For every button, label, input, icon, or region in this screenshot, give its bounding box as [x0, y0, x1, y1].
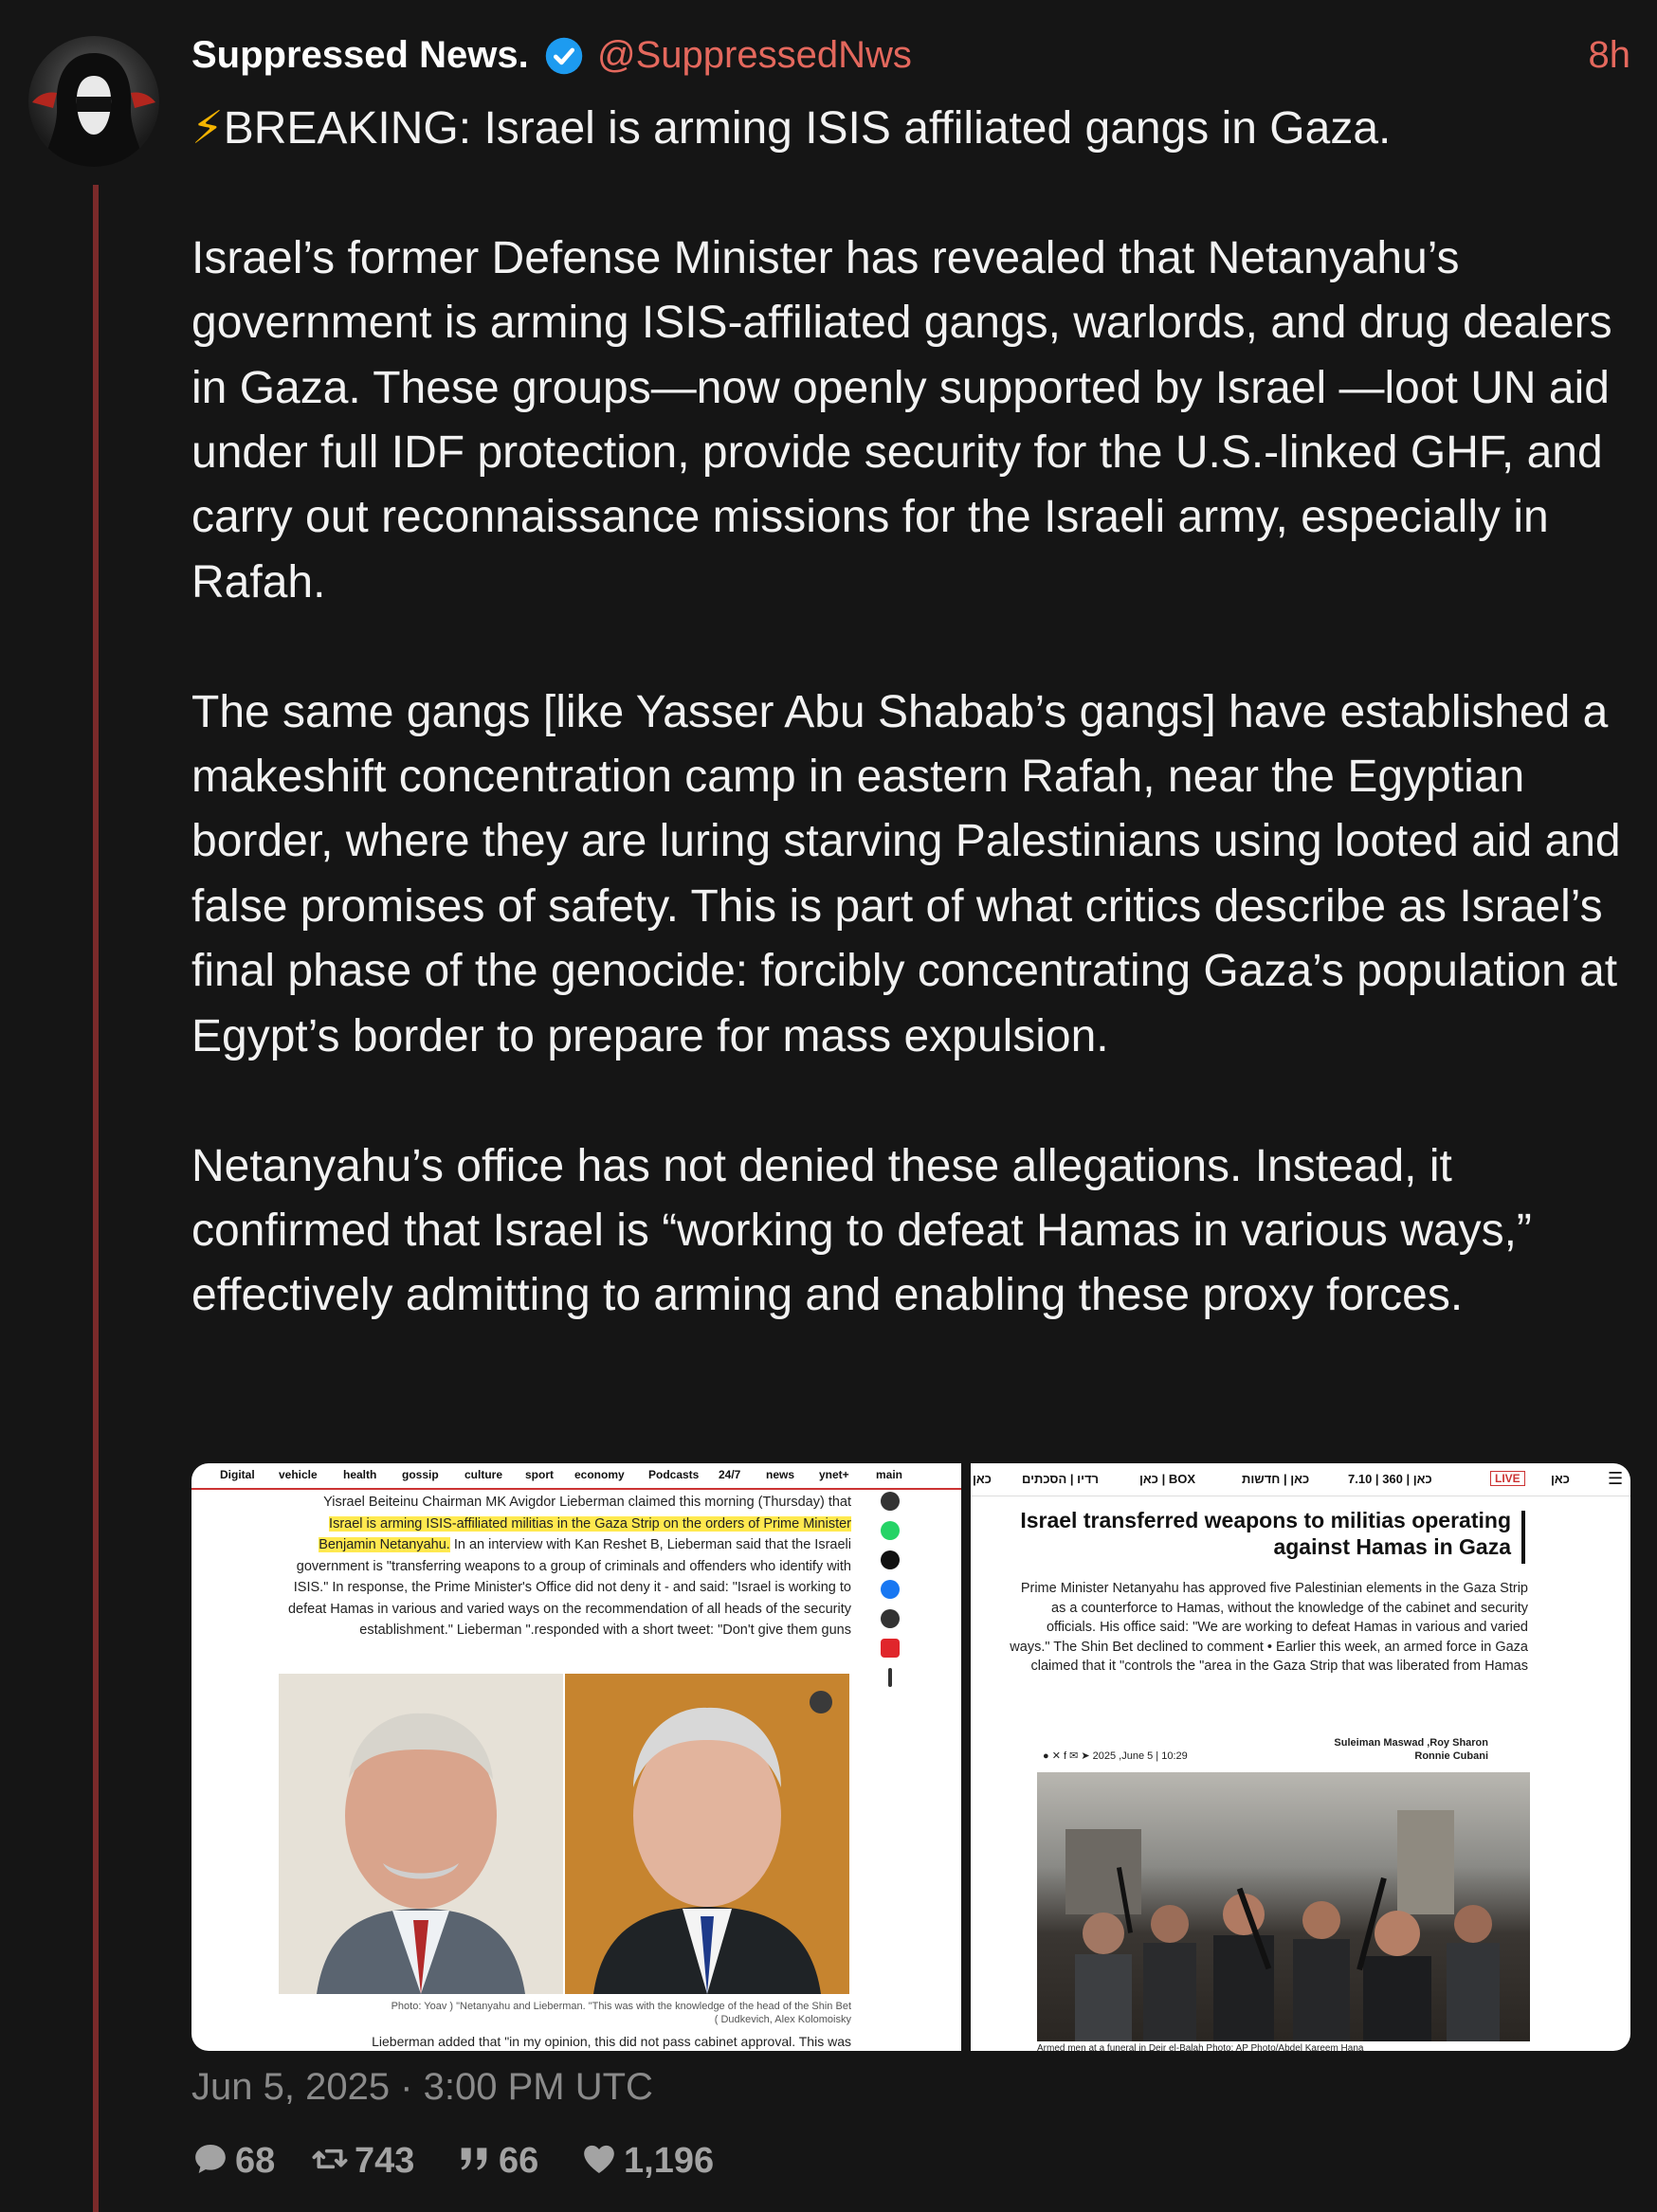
- like-icon: [580, 2140, 618, 2178]
- nav-item: כאן | חדשות: [1242, 1472, 1310, 1486]
- nav-item: economy: [574, 1468, 625, 1481]
- quote-count: 66: [499, 2141, 539, 2181]
- article-photo: [279, 1674, 849, 1994]
- thread-line: [93, 185, 99, 2212]
- quote-icon: [455, 2140, 493, 2178]
- article-paragraph: [286, 1492, 851, 1641]
- article-title: Israel transferred weapons to militias operating against Hamas in Gaza: [1020, 1508, 1511, 1559]
- reply-button[interactable]: [191, 2140, 275, 2182]
- attached-image-2[interactable]: [971, 1463, 1630, 2051]
- caption-line: ( Dudkevich, Alex Kolomoisky: [714, 2014, 851, 2025]
- nav-item: main: [876, 1468, 903, 1481]
- more-icon: [888, 1668, 892, 1687]
- article-text: Yisrael Beiteinu Chairman MK Avigdor Lieberman claimed this morning (Thursday) that: [323, 1495, 851, 1510]
- nav-item: health: [343, 1468, 377, 1481]
- publish-date: 2025 ,June 5 | 10:29: [1092, 1750, 1188, 1762]
- nav-item: news: [766, 1468, 795, 1481]
- verified-icon: [544, 36, 584, 76]
- nav-item: Digital: [220, 1468, 255, 1481]
- post-header: [191, 34, 1630, 78]
- photo-netanyahu: [565, 1674, 849, 1994]
- caption-line: Photo: Yoav ) "Netanyahu and Lieberman. "This was with the knowledge of the head of the Shin Bet: [391, 2001, 851, 2012]
- article-lead: Prime Minister Netanyahu has approved five Palestinian elements in the Gaza Strip as a counterforce to Hamas, without the knowledge of the cabinet and security officials. His office said: "We are working to defeat Hamas in various and varied ways." The Shin Bet declined to comment • Earlier this week, an armed force in Gaza claimed that it "controls the "area in the Gaza Strip that was liberated from Hamas: [1010, 1581, 1528, 1674]
- share-row: [1043, 1750, 1188, 1762]
- facebook-icon: [881, 1580, 900, 1599]
- post-time[interactable]: 8h: [1588, 34, 1630, 76]
- photo-caption: Armed men at a funeral in Deir el-Balah Photo: AP Photo/Abdel Kareem Hana: [1037, 2043, 1364, 2051]
- comment-icon: [881, 1639, 900, 1658]
- post-text-content: BREAKING: Israel is arming ISIS affiliated gangs in Gaza. Israel’s former Defense Minister has revealed that Netanyahu’s government is arming ISIS-affiliated gangs, warlords, and drug dealers in Gaza. These groups—now openly supported by Israel —loot UN aid under full IDF protection, provide security for the U.S.-linked GHF, and carry out reconnaissance missions for the Israeli army, especially in Rafah. The same gangs [like Yasser Abu Shabab’s gangs] have established a makeshift concentration camp in eastern Rafah, near the Egyptian border, where they are luring starving Palestinians using looted aid and false promises of safety. This is part of what critics describe as Israel’s final phase of the genocide: forcibly concentrating Gaza’s population at Egypt’s border to prepare for mass expulsion. Netanyahu’s office has not denied these allegations. Instead, it confirmed that Israel is “working to defeat Hamas in various ways,” effectively admitting to arming and enabling these proxy forces.: [191, 103, 1621, 1321]
- like-count: 1,196: [624, 2141, 715, 2181]
- reply-icon: [191, 2140, 229, 2178]
- menu-icon: ☰: [1608, 1469, 1624, 1488]
- quote-button[interactable]: [455, 2140, 538, 2182]
- kan-logo: כאן: [1551, 1472, 1570, 1486]
- photo-lieberman: [279, 1674, 563, 1994]
- author-name[interactable]: Suppressed News.: [191, 34, 529, 76]
- link-icon: [881, 1492, 900, 1511]
- like-button[interactable]: [580, 2140, 714, 2182]
- avatar[interactable]: [28, 36, 159, 167]
- post-date[interactable]: Jun 5, 2025 · 3:00 PM UTC: [191, 2066, 653, 2108]
- title-accent-bar: [1521, 1511, 1525, 1564]
- article-nav: [191, 1463, 961, 1490]
- kan-logo: כאן: [973, 1472, 992, 1486]
- nav-item: sport: [525, 1468, 554, 1481]
- nav-item: כאן | 360 | 7.10: [1348, 1472, 1432, 1486]
- retweet-icon: [311, 2140, 349, 2178]
- nav-item: vehicle: [279, 1468, 318, 1481]
- post-text: [191, 97, 1632, 1329]
- live-badge: LIVE: [1490, 1471, 1525, 1486]
- reply-count: 68: [235, 2141, 276, 2181]
- hooded-figure-icon: [28, 36, 159, 167]
- article-text: In an interview with Kan Reshet B, Lieberman said that the Israeli government is "transferring weapons to a group of criminals and offenders who identify with ISIS." In response, the Prime Minister's Office did not deny it - and said: "Israel is working to defeat Hamas in various and varied ways on the recommendation of all heads of the security establishment." Lieberman ".responded with a short tweet: "Don't give them guns: [287, 1537, 851, 1638]
- byline: Suleiman Maswad ,Roy Sharon Ronnie Cubani: [1334, 1737, 1488, 1762]
- article-bottom-text: Lieberman added that "in my opinion, this did not pass cabinet approval. This was: [372, 2034, 851, 2049]
- x-icon: [881, 1550, 900, 1569]
- lightning-icon: ⚡: [191, 103, 224, 154]
- highlighted-text: Israel is arming ISIS-affiliated militias in the Gaza Strip on the orders of Prime Minister Benjamin Netanyahu.: [319, 1515, 851, 1552]
- share-icons: ● ✕ f ✉ ➤: [1043, 1750, 1093, 1762]
- nav-item: culture: [464, 1468, 503, 1481]
- kan-nav: [971, 1463, 1630, 1496]
- whatsapp-icon: [881, 1521, 900, 1540]
- attached-image-1[interactable]: [191, 1463, 961, 2051]
- email-icon: [881, 1609, 900, 1628]
- author-handle[interactable]: @SuppressedNws: [597, 34, 912, 76]
- retweet-count: 743: [355, 2141, 415, 2181]
- nav-item: gossip: [402, 1468, 439, 1481]
- nav-item: 24/7: [719, 1468, 741, 1481]
- funeral-photo: [1037, 1772, 1530, 2041]
- share-icons: [876, 1492, 904, 1697]
- photo-caption: [324, 2000, 851, 2026]
- nav-item: כאן | BOX: [1139, 1472, 1196, 1486]
- nav-item: ynet+: [819, 1468, 849, 1481]
- retweet-button[interactable]: [311, 2140, 414, 2182]
- nav-item: Podcasts: [648, 1468, 700, 1481]
- nav-item: רדיו | הסכתים: [1022, 1472, 1100, 1486]
